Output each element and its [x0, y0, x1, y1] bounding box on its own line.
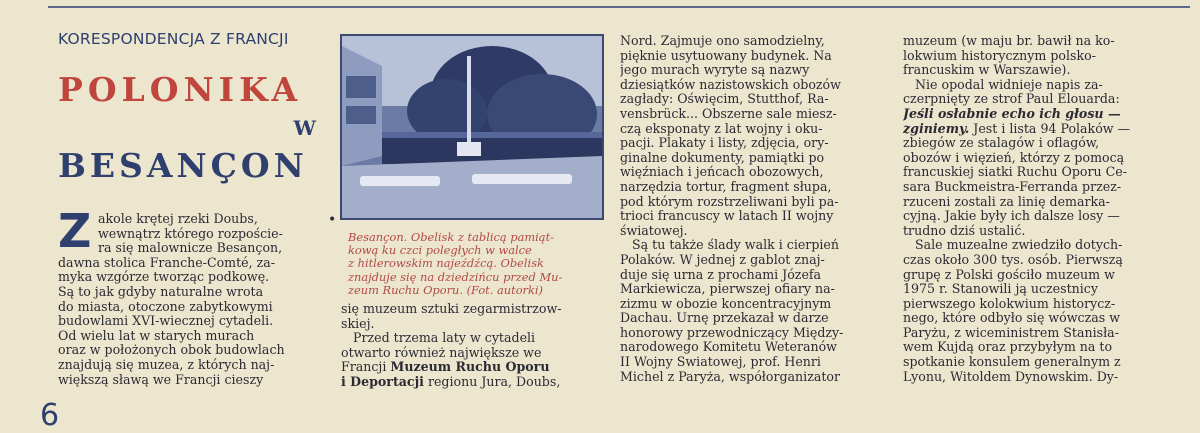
text-line: więźniach i jeńcach obozowych, [620, 165, 824, 180]
text-column-1 [58, 212, 316, 387]
text-line: ra się malownicze Besançon, [98, 241, 283, 256]
text-line: narzędzia tortur, fragment słupa, [620, 179, 832, 194]
bullet-mark: • [328, 212, 337, 228]
top-rule [48, 6, 1190, 8]
text-line: wem Kujdą oraz przybyłym na to [903, 340, 1113, 355]
text-column-2 [341, 302, 609, 390]
museum-name-bold: i Deportacji [341, 374, 424, 389]
text-line: rzuceni zostali za linię demarka- [903, 194, 1110, 209]
text-line: akole krętej rzeki Doubs, [98, 212, 258, 226]
photo-caption [348, 231, 598, 297]
text-line: Od wielu lat w starych murach [58, 328, 255, 343]
text-line: Przed trzema laty w cytadeli [353, 331, 536, 346]
text-line: II Wojny Światowej, prof. Henri [620, 355, 821, 370]
text-line: się muzeum sztuki zegarmistrzow- [341, 302, 562, 316]
caption-line: Besançon. Obelisk z tablicą pamiąt- [348, 230, 555, 244]
text-run: Francji [341, 360, 387, 375]
text-line: Markiewicza, pierwszej ofiary na- [620, 282, 835, 297]
text-line: oraz w położonych obok budowlach [58, 343, 285, 358]
text-line: nego, które odbyło się wówczas w [903, 311, 1120, 326]
text-line: Nord. Zajmuje ono samodzielny, [620, 34, 825, 48]
text-line: lokwium historycznym polsko- [903, 48, 1096, 63]
quote-line: Jeśli osłabnie echo ich głosu — [903, 106, 1121, 121]
text-line: większą sławą we Francji cieszy [58, 372, 264, 387]
obelisk-photo-illustration [342, 36, 602, 218]
obelisk-photo [340, 34, 604, 220]
caption-line: kową ku czci poległych w walce [348, 243, 532, 258]
caption-line: zeum Ruchu Oporu. (Fot. autorki) [348, 282, 543, 297]
text-line: trudno dziś ustalić. [903, 223, 1026, 238]
text-line: obozów i więzień, którzy z pomocą [903, 150, 1125, 165]
text-line: dziesiątków nazistowskich obozów [620, 77, 841, 92]
caption-line: znajduje się na dziedzińcu przed Mu- [348, 269, 563, 284]
text-line: wewnątrz którego rozpoście- [98, 226, 283, 241]
quote-line: zginiemy. [903, 121, 970, 136]
text-run: regionu Jura, Doubs, [427, 374, 561, 389]
text-line: światowej. [620, 223, 688, 238]
text-line: grupę z Polski gościło muzeum w [903, 267, 1115, 282]
text-line: pacji. Plakaty i listy, zdjęcia, ory- [620, 136, 829, 151]
text-line: pod którym rozstrzeliwani byli pa- [620, 194, 839, 209]
text-line: muzeum (w maju br. bawił na ko- [903, 34, 1115, 48]
caption-line: z hitlerowskim najeźdźcą. Obelisk [348, 256, 544, 271]
headline-line-1: POLONIKA [58, 70, 303, 109]
text-line: Nie opodal widnieje napis za- [915, 77, 1103, 92]
text-line: ginalne dokumenty, pamiątki po [620, 150, 825, 165]
text-line: Michel z Paryża, współorganizator [620, 369, 840, 384]
text-line: 1975 r. Stanowili ją uczestnicy [903, 282, 1098, 297]
text-line: do miasta, otoczone zabytkowymi [58, 299, 273, 314]
drop-cap: Z [58, 204, 92, 258]
text-line: budowlami XVI-wiecznej cytadeli. [58, 314, 274, 329]
text-column-3 [620, 34, 892, 384]
text-line: czas około 300 tys. osób. Pierwszą [903, 252, 1123, 267]
section-kicker: KORESPONDENCJA Z FRANCJI [58, 30, 289, 48]
text-line-mixed [341, 375, 609, 390]
text-line: honorowy przewodniczący Między- [620, 325, 844, 340]
text-line: zbiegów ze stalagów i oflagów, [903, 136, 1100, 151]
text-line-mixed [903, 122, 1175, 137]
headline-line-3: BESANÇON [58, 146, 308, 185]
text-line: Lyonu, Witoldem Dynowskim. Dy- [903, 369, 1119, 384]
text-line: jego murach wyryte są nazwy [620, 63, 810, 78]
text-line: cyjną. Jakie były ich dalsze losy — [903, 209, 1120, 224]
text-line: znajdują się muzea, z których naj- [58, 357, 275, 372]
text-line: francuskiej siatki Ruchu Oporu Ce- [903, 165, 1127, 180]
text-line: spotkanie konsulem generalnym z [903, 355, 1121, 370]
text-line: Są to jak gdyby naturalne wrota [58, 284, 264, 299]
text-line: Dachau. Urnę przekazał w darze [620, 311, 829, 326]
text-line: pierwszego kolokwium historycz- [903, 296, 1116, 311]
page-number: 6 [40, 398, 60, 433]
headline-line-2: W [293, 116, 316, 140]
text-line: Paryżu, z wiceministrem Stanisła- [903, 325, 1119, 340]
text-line: Są tu także ślady walk i cierpień [632, 238, 839, 253]
text-line: otwarto również największe we [341, 345, 542, 360]
text-line: duje się urna z prochami Józefa [620, 267, 822, 282]
text-line-mixed [341, 360, 609, 375]
text-line: skiej. [341, 316, 375, 331]
text-line: narodowego Komitetu Weteranów [620, 340, 837, 355]
museum-name-bold: Muzeum Ruchu Oporu [390, 360, 550, 375]
text-line: zizmu w obozie koncentracyjnym [620, 296, 832, 311]
text-run: Jest i lista 94 Polaków — [973, 121, 1131, 136]
text-line: vensbrück... Obszerne sale miesz- [620, 106, 837, 121]
text-line: trioci francuscy w latach II wojny [620, 209, 834, 224]
text-line: pięknie usytuowany budynek. Na [620, 48, 832, 63]
text-line: francuskim w Warszawie). [903, 63, 1071, 78]
text-line: Sale muzealne zwiedziło dotych- [915, 238, 1123, 253]
text-line: czerpnięty ze strof Paul Elouarda: [903, 92, 1120, 107]
text-line: zagłady: Oświęcim, Stutthof, Ra- [620, 92, 829, 107]
text-line: sara Buckmeistra-Ferranda przez- [903, 179, 1122, 194]
text-line: czą eksponaty z lat wojny i oku- [620, 121, 823, 136]
text-line: Polaków. W jednej z gablot znaj- [620, 252, 825, 267]
text-column-4 [903, 34, 1175, 384]
text-line: myka wzgórze tworząc podkowę. [58, 270, 270, 285]
text-line: dawna stolica Franche-Comté, za- [58, 255, 276, 270]
